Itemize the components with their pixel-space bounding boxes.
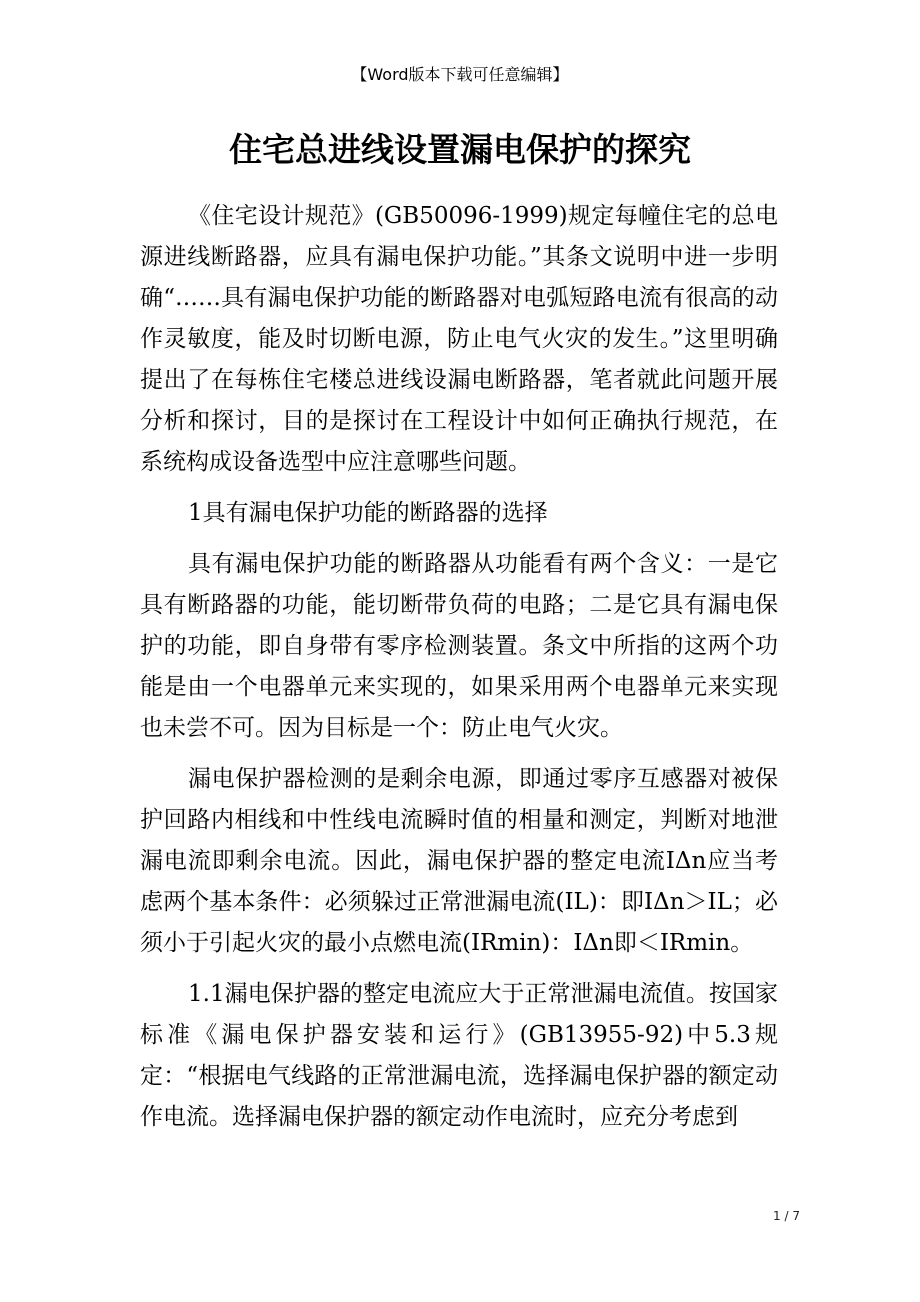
- paragraph-setting-current: 1.1漏电保护器的整定电流应大于正常泄漏电流值。按国家标准《漏电保护器安装和运行》(GB13955-92)中5.3规定：“根据电气线路的正常泄漏电流，选择漏电保护器的额定动作电流。选择漏电保护器的额定动作电流时，应充分考虑到: [140, 981, 778, 1130]
- page-number: 1 / 7: [773, 1209, 800, 1223]
- header-note: 【Word版本下载可任意编辑】: [351, 65, 569, 84]
- paragraph-residual-current: 漏电保护器检测的是剩余电源，即通过零序互感器对被保护回路内相线和中性线电流瞬时值的相量和测定，判断对地泄漏电流即剩余电流。因此，漏电保护器的整定电流IΔn应当考虑两个基本条件：必须躲过正常泄漏电流(IL)：即IΔn＞IL；必须小于引起火灾的最小点燃电流(IRmin)：IΔn即＜IRmin。: [140, 766, 778, 956]
- section-heading-1: 1具有漏电保护功能的断路器的选择: [188, 500, 548, 526]
- document-title: 住宅总进线设置漏电保护的探究: [229, 130, 691, 169]
- paragraph-breaker-functions: 具有漏电保护功能的断路器从功能看有两个含义：一是它具有断路器的功能，能切断带负荷的电路；二是它具有漏电保护的功能，即自身带有零序检测装置。条文中所指的这两个功能是由一个电器单元来实现的，如果采用两个电器单元来实现也未尝不可。因为目标是一个：防止电气火灾。: [140, 551, 778, 741]
- document-body: [140, 196, 778, 1148]
- paragraph-intro: 《住宅设计规范》(GB50096-1999)规定每幢住宅的总电源进线断路器，应具有漏电保护功能。”其条文说明中进一步明确“……具有漏电保护功能的断路器对电弧短路电流有很高的动作灵敏度，能及时切断电源，防止电气火灾的发生。”这里明确提出了在每栋住宅楼总进线设漏电断路器，笔者就此问题开展分析和探讨，目的是探讨在工程设计中如何正确执行规范，在系统构成设备选型中应注意哪些问题。: [140, 203, 778, 475]
